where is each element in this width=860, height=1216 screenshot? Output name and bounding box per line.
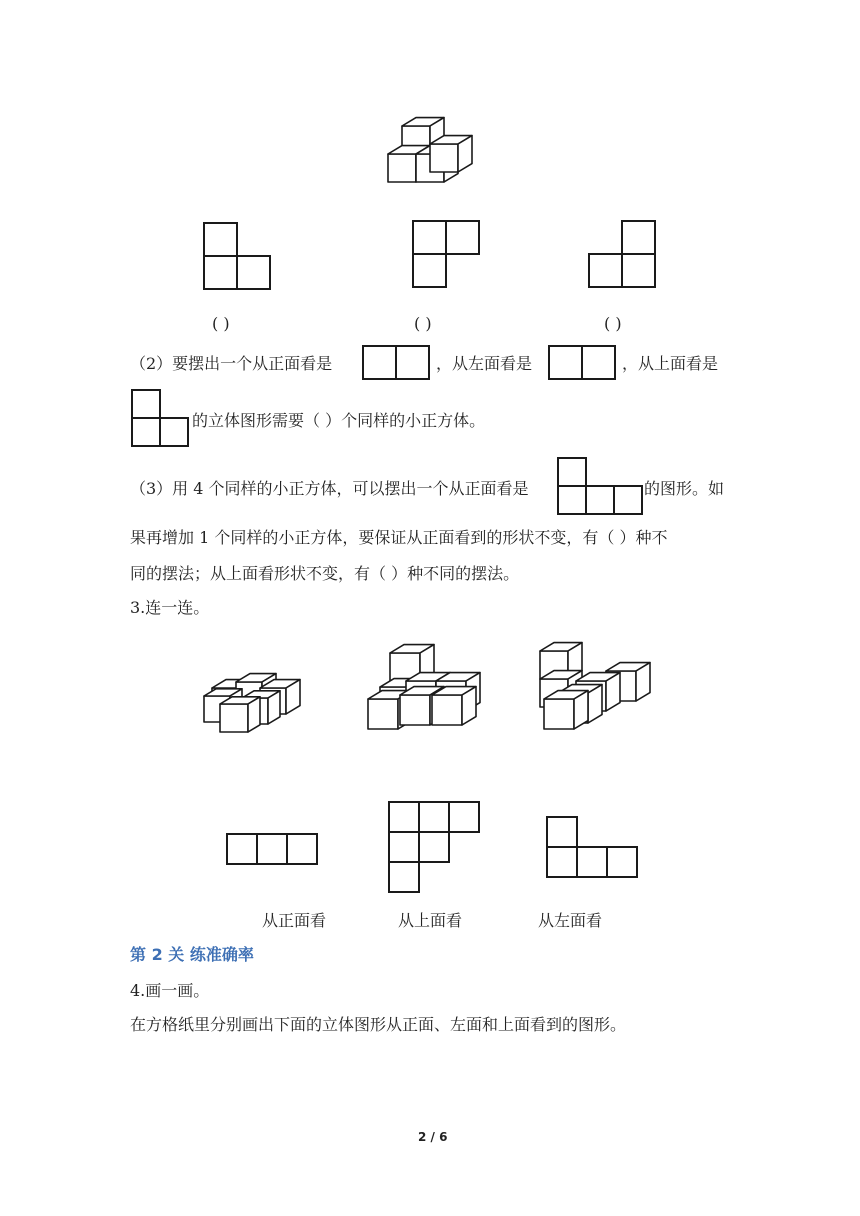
heading-3: 3.连一连。 <box>130 598 210 617</box>
page-number: 2 / 6 <box>418 1130 448 1144</box>
view-grid-1 <box>226 833 321 868</box>
view-grid-3 <box>546 816 641 881</box>
heading-4: 4.画一画。 <box>130 981 210 1000</box>
instruction-4: 在方格纸里分别画出下面的立体图形从正面、左面和上面看到的图形。 <box>130 1015 627 1034</box>
cube-figure-2 <box>360 645 490 740</box>
cube-figure-top <box>380 108 480 188</box>
q2-text-b: ，从左面看是 <box>436 354 533 373</box>
cube-figure-3 <box>536 643 666 738</box>
view-grid-2 <box>388 801 483 896</box>
q3-text-line2: 果再增加 1 个同样的小正方体，要保证从正面看到的形状不变，有（ ）种不 <box>130 528 668 547</box>
q2-front-view <box>362 345 432 385</box>
option-b-blank[interactable]: ( ) <box>414 314 432 333</box>
view-option-b <box>412 220 482 290</box>
view-option-c <box>589 220 659 290</box>
view-option-a <box>203 222 273 292</box>
q2-text-c: ，从上面看是 <box>622 354 719 373</box>
q3-text-line3: 同的摆法；从上面看形状不变，有（ ）种不同的摆法。 <box>130 564 520 583</box>
q3-text-a: （3）用 4 个同样的小正方体，可以摆出一个从正面看是 <box>130 479 529 498</box>
cube-figure-1 <box>196 670 316 740</box>
q2-text-a: （2）要摆出一个从正面看是 <box>130 354 333 373</box>
label-left-view: 从左面看 <box>538 911 603 930</box>
q2-left-view <box>548 345 618 385</box>
q3-text-b: 的图形。如 <box>644 479 725 498</box>
q2-top-view <box>131 389 191 449</box>
section-title: 第 2 关 练准确率 <box>130 945 254 964</box>
label-front-view: 从正面看 <box>262 911 327 930</box>
label-top-view: 从上面看 <box>398 911 463 930</box>
option-a-blank[interactable]: ( ) <box>212 314 230 333</box>
q3-front-view <box>557 457 647 517</box>
q2-text-d: 的立体图形需要（ ）个同样的小正方体。 <box>192 411 486 430</box>
option-c-blank[interactable]: ( ) <box>604 314 622 333</box>
